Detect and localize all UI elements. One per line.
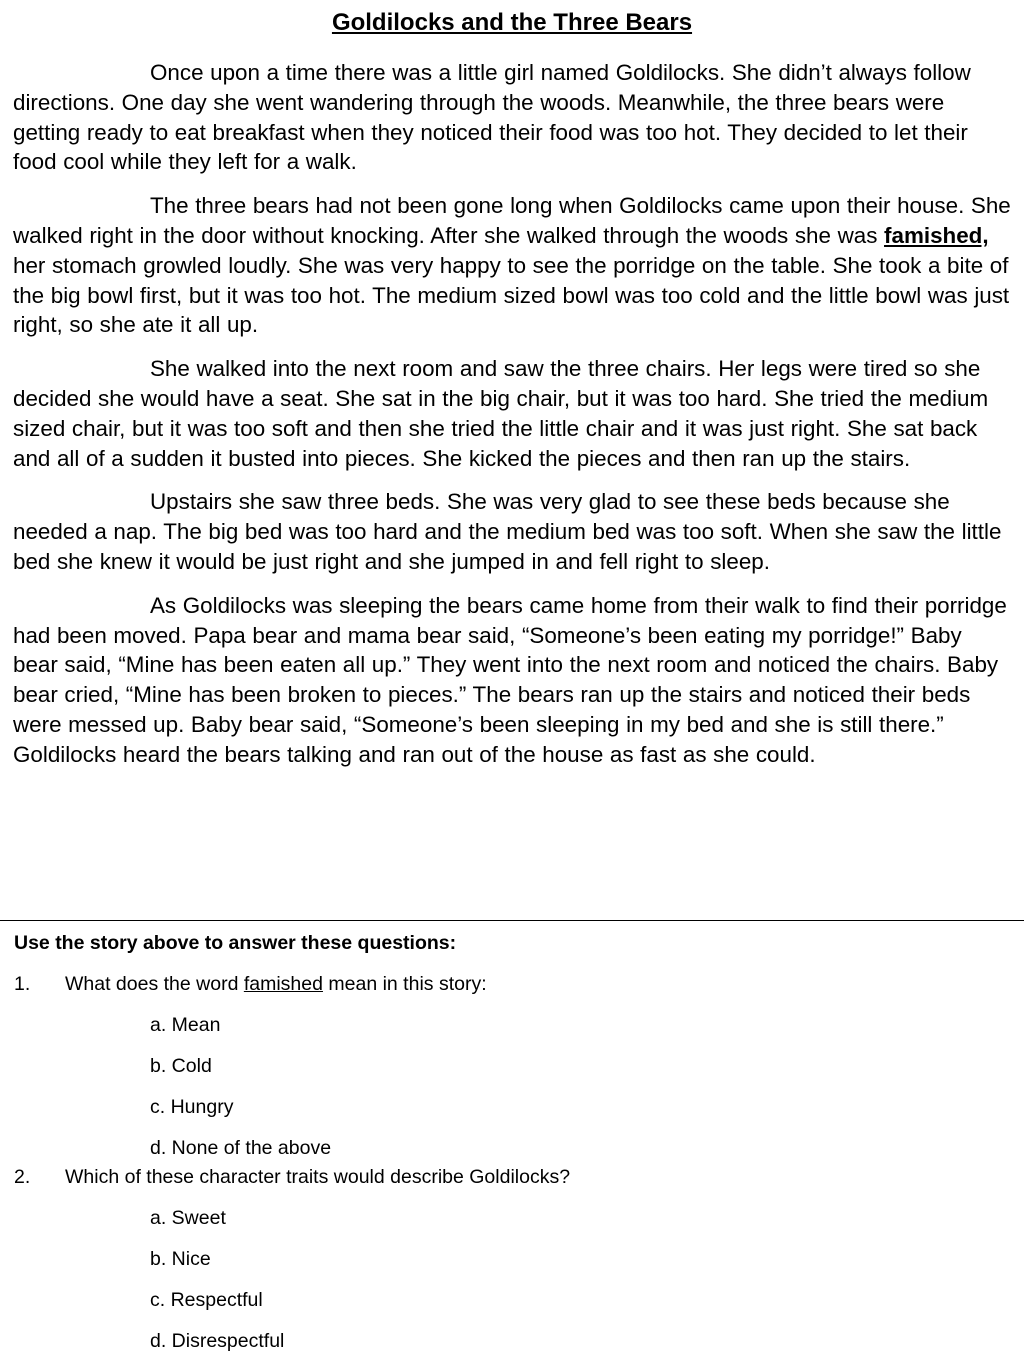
question-1-text-after: mean in this story: (322, 973, 487, 995)
question-2-number: 2. (14, 1166, 31, 1188)
story-paragraph-2 (13, 191, 1013, 340)
question-2-option-d[interactable]: d. Disrespectful (150, 1330, 285, 1352)
section-divider (0, 920, 1024, 921)
question-2-option-c[interactable]: c. Respectful (150, 1289, 263, 1311)
vocab-word-famished: famished, (884, 222, 989, 248)
question-1-option-d[interactable]: d. None of the above (150, 1137, 332, 1159)
question-1-option-a[interactable]: a. Mean (150, 1014, 221, 1036)
question-1 (14, 972, 487, 996)
story-body (13, 58, 1013, 784)
story-paragraph-3: She walked into the next room and saw the three chairs. Her legs were tired so she decided she would have a seat. She sat in the big chair, but it was too hard. She tried the medium sized chair, but it was too soft and then she tried the little chair and it was just right. She sat back and all of a sudden it busted into pieces. She kicked the pieces and then ran up the stairs. (13, 356, 989, 471)
page-title: Goldilocks and the Three Bears (331, 9, 693, 36)
question-2-option-b[interactable]: b. Nice (150, 1248, 211, 1270)
question-1-number: 1. (14, 973, 31, 995)
story-paragraph-4: Upstairs she saw three beds. She was very glad to see these beds because she needed a nap. The big bed was too hard and the medium bed was too soft. When she saw the little bed she knew it would be just right and she jumped in and fell right to sleep. (13, 489, 1002, 574)
question-1-option-b[interactable]: b. Cold (150, 1055, 212, 1077)
question-2 (14, 1165, 570, 1189)
question-1-vocab-word: famished (243, 973, 323, 995)
question-1-option-c[interactable]: c. Hungry (150, 1096, 234, 1118)
question-1-text-before: What does the word (65, 973, 244, 995)
story-paragraph-2-before: The three bears had not been gone long when Goldilocks came upon their house. She walked right in the door without knocking. After she walked through the woods she was (13, 193, 1011, 248)
story-paragraph-1: Once upon a time there was a little girl named Goldilocks. She didn’t always follow directions. One day she went wandering through the woods. Meanwhile, the three bears were getting ready to eat breakfast when they noticed their food was too hot. They decided to let their food cool while they left for a walk. (13, 60, 971, 175)
story-paragraph-2-after: her stomach growled loudly. She was very happy to see the porridge on the table. She took a bite of the big bowl first, but it was too hot. The medium sized bowl was too cold and the little bowl was just right, so she ate it all up. (13, 252, 1010, 338)
question-2-option-a[interactable]: a. Sweet (150, 1207, 226, 1229)
questions-heading: Use the story above to answer these questions: (14, 932, 457, 954)
question-2-text: Which of these character traits would describe Goldilocks? (65, 1166, 571, 1188)
story-paragraph-5: As Goldilocks was sleeping the bears came home from their walk to find their porridge had been moved. Papa bear and mama bear said, “Someone’s been eating my porridge!” Baby bear said, “Mine has been eaten all up.” They went into the next room and noticed the chairs. Baby bear cried, “Mine has been broken to pieces.” The bears ran up the stairs and noticed their beds were messed up. Baby bear said, “Someone’s been sleeping in my bed and she is still there.” Goldilocks heard the bears talking and ran out of the house as fast as she could. (13, 592, 1007, 767)
